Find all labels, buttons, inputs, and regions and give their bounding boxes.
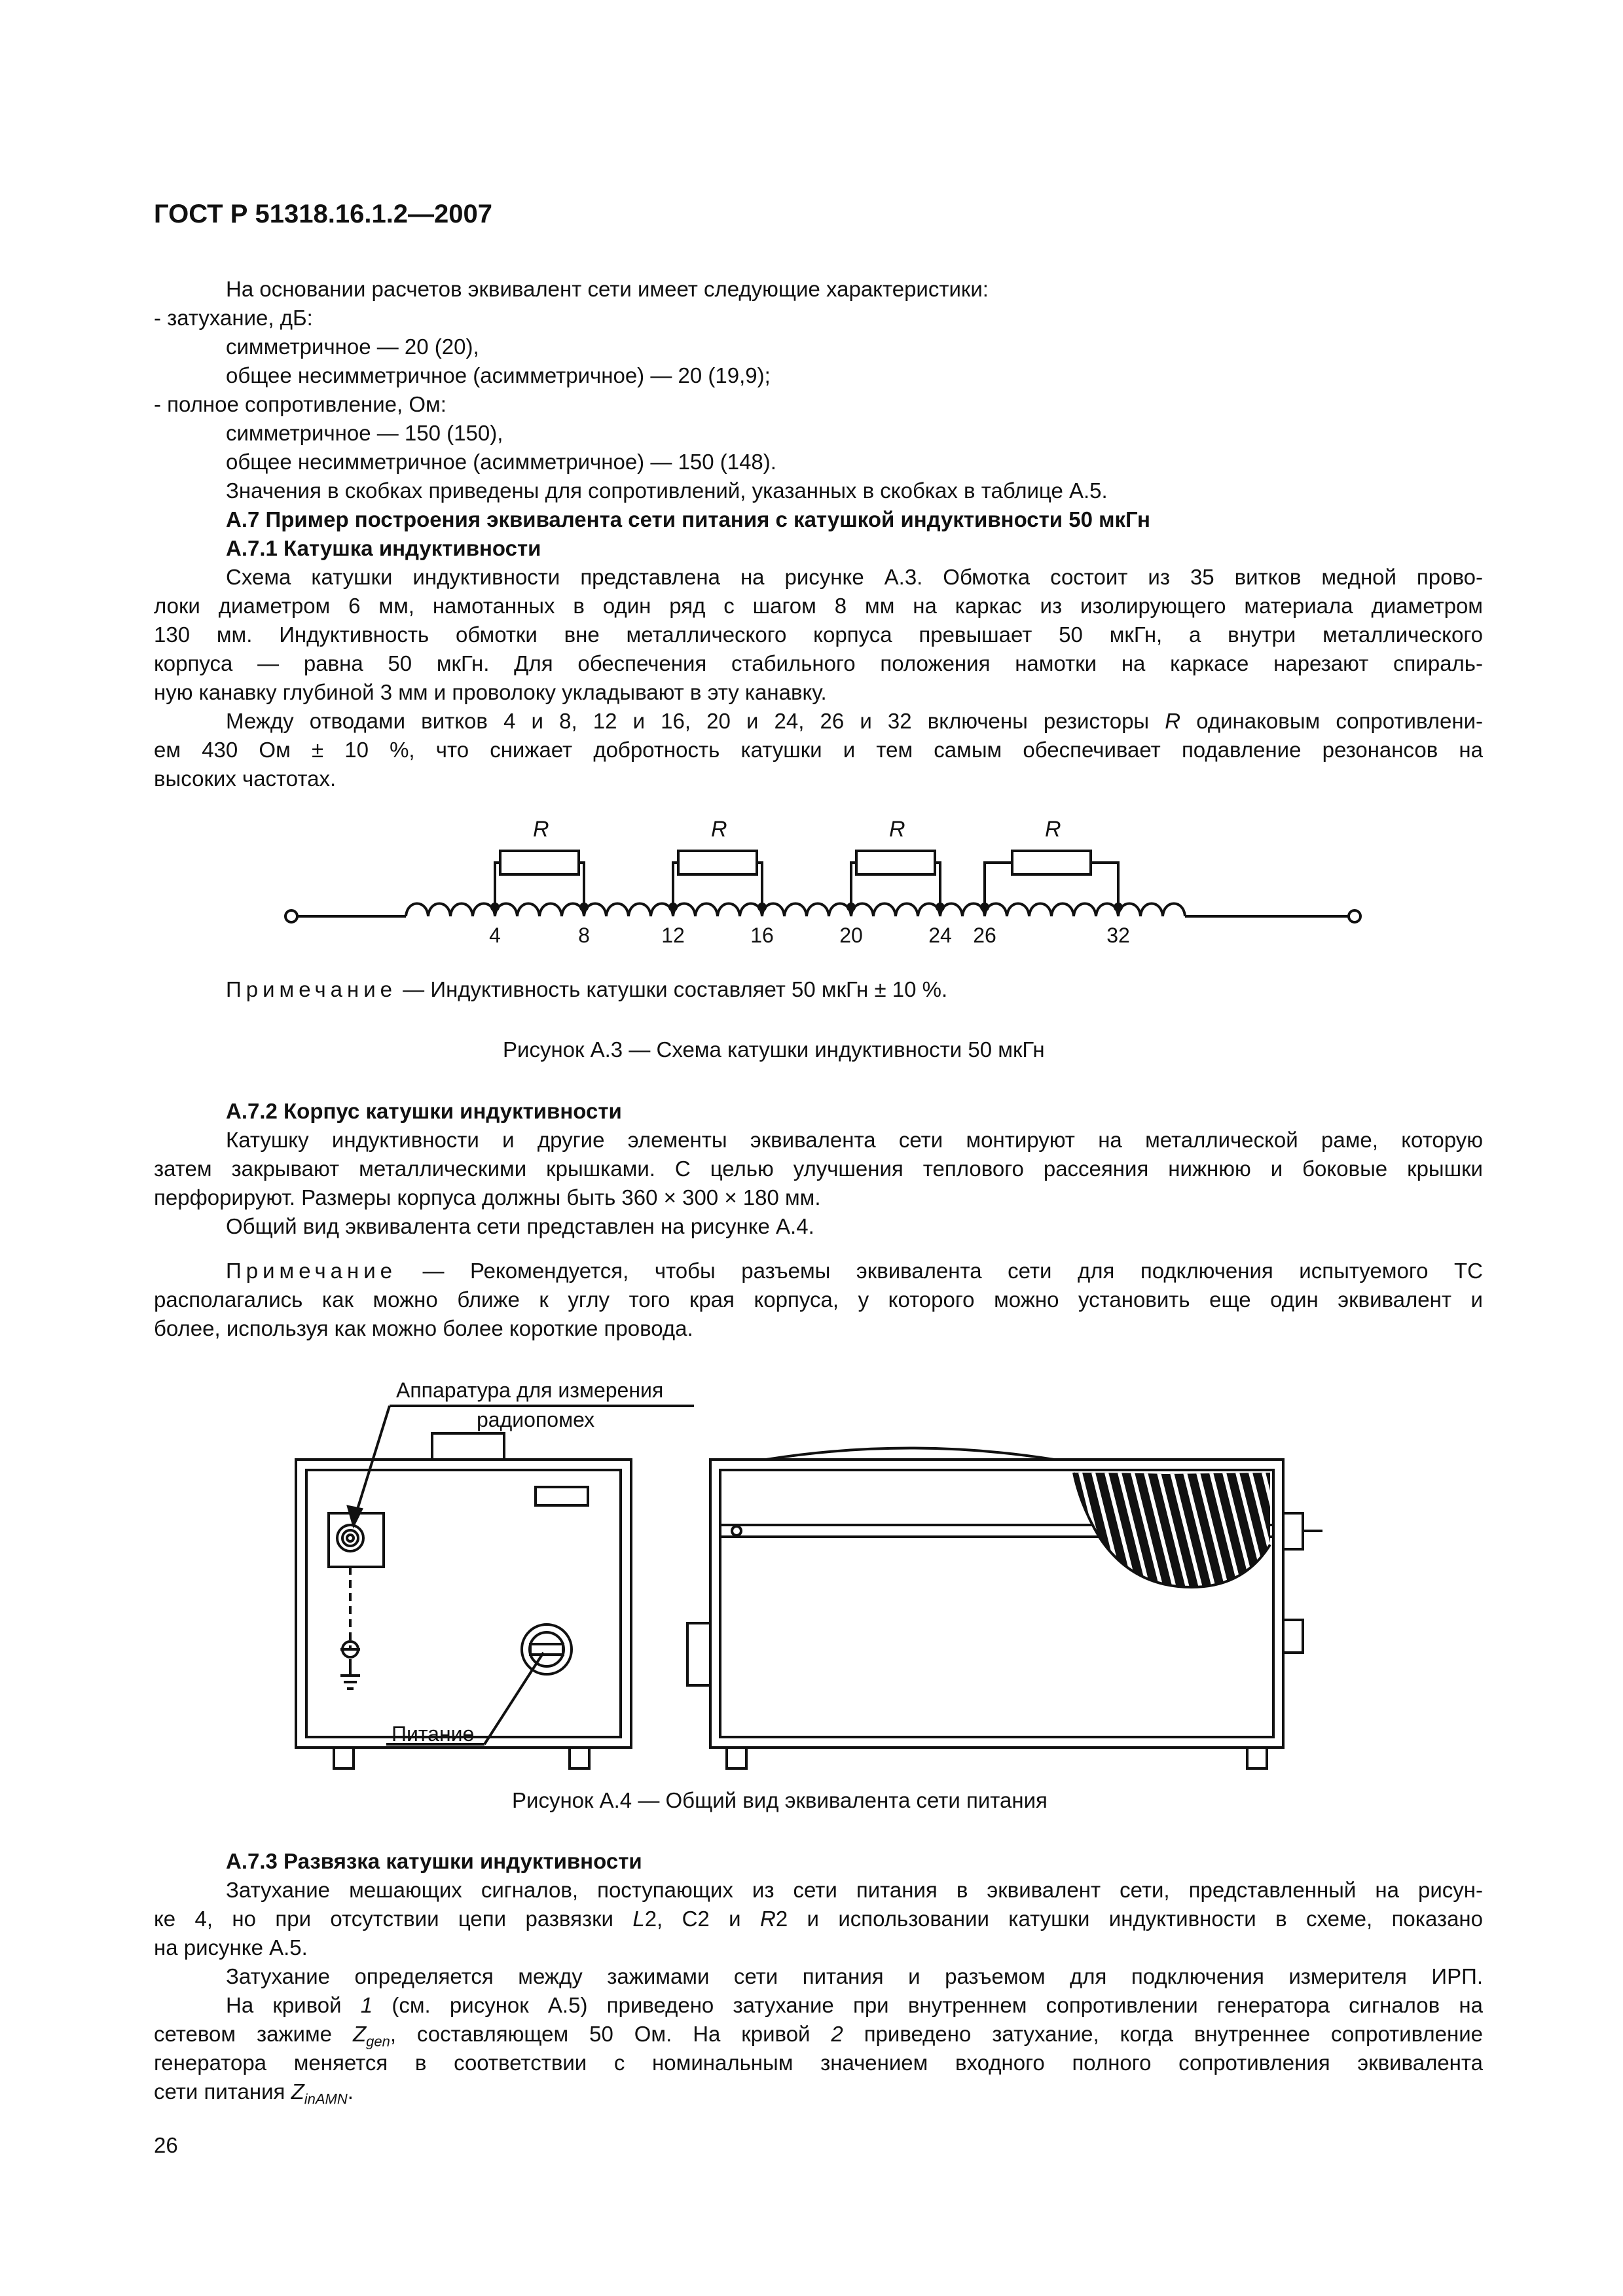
tap-label: 12 bbox=[661, 924, 685, 947]
section-heading-a7: А.7 Пример построения эквивалента сети питания с катушкой индуктивности 50 мкГн bbox=[226, 507, 1150, 531]
tap-label: 20 bbox=[839, 924, 863, 947]
section-heading-a71: А.7.1 Катушка индуктивности bbox=[226, 536, 541, 560]
tap-label: 24 bbox=[928, 924, 952, 947]
list-item: общее несимметричное (асимметричное) — 20 (19,9); bbox=[226, 363, 771, 387]
tap-label: 16 bbox=[750, 924, 774, 947]
paragraph-line: Между отводами витков 4 и 8, 12 и 16, 20 и 24, 26 и 32 включены резисторы R одинаковым сопротивлени- bbox=[226, 709, 1483, 733]
resistor-wire bbox=[495, 863, 584, 907]
tap-label: 8 bbox=[578, 924, 590, 947]
tap-dot bbox=[492, 904, 498, 910]
resistor-label: R bbox=[889, 817, 905, 842]
paragraph-line: генератора меняется в соответствии с номинальным значением входного полного сопротивления эквивалента bbox=[154, 2051, 1483, 2075]
label-power: Питание bbox=[392, 1722, 475, 1746]
resistor-label: R bbox=[711, 817, 727, 842]
note-2-line: располагались как можно ближе к углу того края корпуса, у которого можно установить еще один эквивалент и bbox=[154, 1287, 1483, 1312]
coil-schematic bbox=[0, 0, 1623, 982]
paragraph: Значения в скобках приведены для сопротивлений, указанных в скобках в таблице А.5. bbox=[226, 478, 1108, 503]
paragraph-line: На кривой 1 (см. рисунок А.5) приведено затухание при внутреннем сопротивлении генератора сигналов на bbox=[226, 1993, 1483, 2017]
paragraph-line: Затухание мешающих сигналов, поступающих из сети питания в эквивалент сети, представленный на рисун- bbox=[226, 1878, 1483, 1902]
list-item: симметричное — 20 (20), bbox=[226, 334, 479, 359]
resistor bbox=[1012, 851, 1091, 874]
note-2-line: более, используя как можно более короткие провода. bbox=[154, 1316, 693, 1340]
list-item: - затухание, дБ: bbox=[154, 306, 313, 330]
tap-dot bbox=[670, 904, 676, 910]
paragraph: На основании расчетов эквивалент сети имеет следующие характеристики: bbox=[226, 277, 989, 301]
label-measurement-equipment: Аппаратура для измерения bbox=[396, 1378, 664, 1402]
resistor-wire bbox=[851, 863, 940, 907]
paragraph-line: перфорируют. Размеры корпуса должны быть 360 × 300 × 180 мм. bbox=[154, 1185, 821, 1210]
section-heading-a72: А.7.2 Корпус катушки индуктивности bbox=[226, 1099, 622, 1123]
figure-caption-a4: Рисунок А.4 — Общий вид эквивалента сети питания bbox=[512, 1788, 1048, 1812]
paragraph-line: корпуса — равна 50 мкГн. Для обеспечения стабильного положения намотки на каркасе нарезают спираль- bbox=[154, 651, 1483, 675]
tap-dot bbox=[937, 904, 943, 910]
paragraph-line: сети питания $Z_{inAMN}$. bbox=[154, 2079, 354, 2108]
resistor bbox=[856, 851, 935, 874]
paragraph-line: Схема катушки индуктивности представлена на рисунке А.3. Обмотка состоит из 35 витков медной прово- bbox=[226, 565, 1483, 589]
paragraph-line: сетевом зажиме $Z_{gen}$, составляющем 50 Ом. На кривой 2 приведено затухание, когда внутреннее сопротивление bbox=[154, 2022, 1483, 2050]
resistor-wire bbox=[673, 863, 762, 907]
tap-dot bbox=[848, 904, 854, 910]
document-header: ГОСТ Р 51318.16.1.2—2007 bbox=[154, 200, 493, 228]
tap-label: 32 bbox=[1106, 924, 1130, 947]
section-heading-a73: А.7.3 Развязка катушки индуктивности bbox=[226, 1849, 642, 1873]
label-radio-interference: радиопомех bbox=[477, 1408, 595, 1431]
paragraph-line: Катушку индуктивности и другие элементы эквивалента сети монтируют на металлической раме, которую bbox=[226, 1128, 1483, 1152]
note-2-line: Примечание — Рекомендуется, чтобы разъемы эквивалента сети для подключения испытуемого ТС bbox=[226, 1259, 1483, 1283]
resistor-label: R bbox=[1045, 817, 1061, 842]
tap-label: 26 bbox=[973, 924, 996, 947]
list-item: симметричное — 150 (150), bbox=[226, 421, 503, 445]
tap-dot bbox=[981, 904, 988, 910]
list-item: общее несимметричное (асимметричное) — 150 (148). bbox=[226, 450, 776, 474]
list-item: - полное сопротивление, Ом: bbox=[154, 392, 447, 416]
paragraph: Общий вид эквивалента сети представлен на рисунке А.4. bbox=[226, 1214, 814, 1238]
paragraph-line: 130 мм. Индуктивность обмотки вне металлического корпуса превышает 50 мкГн, а внутри металлического bbox=[154, 622, 1483, 647]
paragraph-line: ную канавку глубиной 3 мм и проволоку укладывают в эту канавку. bbox=[154, 680, 827, 704]
tap-dot bbox=[1115, 904, 1122, 910]
figure-caption-a3: Рисунок А.3 — Схема катушки индуктивности 50 мкГн bbox=[503, 1037, 1045, 1062]
tap-label: 4 bbox=[489, 924, 501, 947]
paragraph-line: высоких частотах. bbox=[154, 766, 337, 791]
tap-dot bbox=[581, 904, 587, 910]
note-1: Примечание — Индуктивность катушки составляет 50 мкГн ± 10 %. bbox=[226, 977, 948, 1001]
paragraph-line: на рисунке А.5. bbox=[154, 1935, 308, 1960]
resistor bbox=[500, 851, 579, 874]
resistor bbox=[678, 851, 757, 874]
paragraph-line: локи диаметром 6 мм, намотанных в один ряд с шагом 8 мм на каркас из изолирующего материала диаметром bbox=[154, 594, 1483, 618]
paragraph-line: затем закрывают металлическими крышками. С целью улучшения теплового рассеяния нижнюю и боковые крышки bbox=[154, 1157, 1483, 1181]
paragraph-line: ем 430 Ом ± 10 %, что снижает добротность катушки и тем самым обеспечивает подавление резонансов на bbox=[154, 738, 1483, 762]
device-general-view bbox=[0, 1361, 1623, 1780]
resistor-wire bbox=[985, 863, 1118, 907]
tap-dot bbox=[759, 904, 765, 910]
resistor-label: R bbox=[533, 817, 549, 842]
paragraph-line: ке 4, но при отсутствии цепи развязки L2, С2 и R2 и использовании катушки индуктивности в схеме, показано bbox=[154, 1907, 1483, 1931]
paragraph-line: Затухание определяется между зажимами сети питания и разъемом для подключения измерителя ИРП. bbox=[226, 1964, 1483, 1988]
page-number: 26 bbox=[154, 2133, 178, 2157]
